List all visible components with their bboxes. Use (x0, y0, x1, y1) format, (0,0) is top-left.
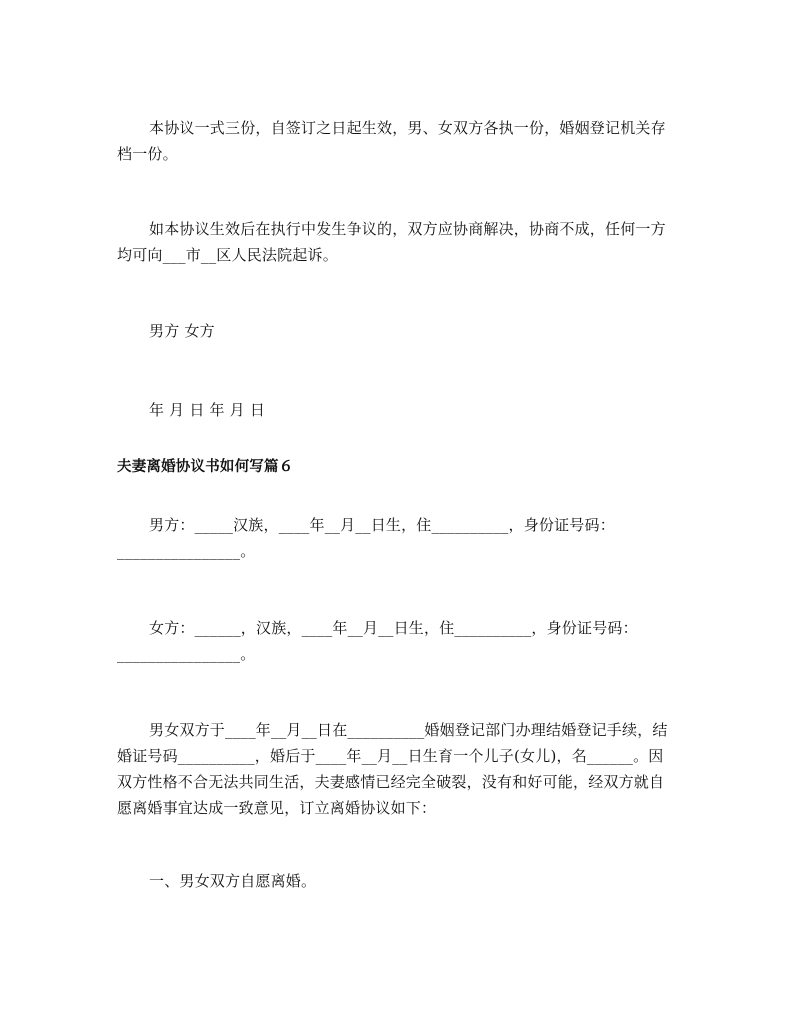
male-info-line-1: 男方：_____汉族，____年__月__日生，住__________，身份证号码： (149, 516, 615, 534)
male-info-line-2: ________________。 (117, 542, 256, 560)
marriage-paragraph-line-2: 婚证号码__________，婚后于____年__月__日生育一个儿子(女儿)，名______。因 (117, 747, 664, 765)
paragraph-copies-line-2: 档一份。 (117, 145, 178, 163)
paragraph-dispute-line-2: 均可向___市__区人民法院起诉。 (117, 246, 338, 264)
signature-labels: 男方 女方 (149, 322, 215, 340)
paragraph-dispute-line-1: 如本协议生效后在执行中发生争议的，双方应协商解决，协商不成，任何一方 (149, 220, 666, 238)
female-info-line-1: 女方：______，汉族，____年__月__日生，住__________，身份证号码： (149, 619, 638, 637)
female-info-line-2: ________________。 (117, 645, 256, 663)
marriage-paragraph-line-3: 双方性格不合无法共同生活，夫妻感情已经完全破裂，没有和好可能，经双方就自 (117, 773, 665, 791)
section-heading: 夫妻离婚协议书如何写篇６ (117, 458, 294, 475)
marriage-paragraph-line-1: 男女双方于____年__月__日在__________婚姻登记部门办理结婚登记手续，结 (149, 721, 668, 739)
clause-one: 一、男女双方自愿离婚。 (149, 872, 317, 890)
signature-dates: 年 月 日 年 月 日 (149, 401, 266, 419)
marriage-paragraph-line-4: 愿离婚事宜达成一致意见，订立离婚协议如下： (117, 799, 437, 817)
paragraph-copies-line-1: 本协议一式三份，自签订之日起生效，男、女双方各执一份，婚姻登记机关存 (149, 119, 666, 137)
